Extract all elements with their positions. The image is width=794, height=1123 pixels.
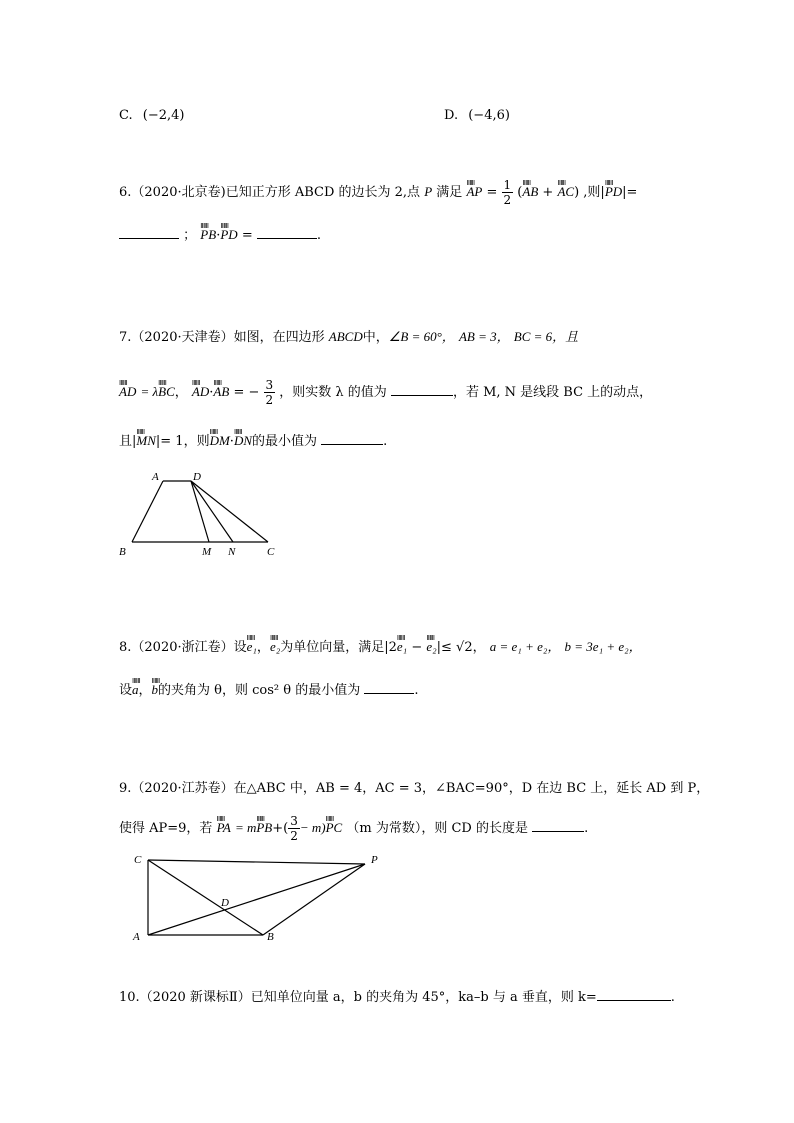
q10-line <box>119 988 675 1008</box>
q9-segment-cb <box>148 860 263 935</box>
option-c-label: C. <box>119 108 133 123</box>
q7-eq-lambda: = λ <box>140 384 159 399</box>
q6-mid: 满足 <box>436 185 463 200</box>
q9-segment-ap <box>148 864 365 935</box>
q7-label-d: D <box>193 471 201 483</box>
q6-plus: + <box>542 185 554 200</box>
q6-fraction <box>502 178 514 207</box>
q6-paren-open: ( <box>517 185 523 200</box>
q9-line1: 9.（2020·江苏卷）在△ABC 中，AB = 4，AC = 3，∠BAC=90°，D 在边 BC 上，延长 AD 到 P， <box>119 781 710 796</box>
q7-label-c: C <box>267 546 275 558</box>
q9-label-b: B <box>267 931 274 943</box>
q8-minus: − <box>407 640 427 655</box>
q8-vector-a: ⅢⅢ a <box>132 680 139 700</box>
q7-prefix: 7.（2020·天津卷）如图，在四边形 <box>119 330 325 345</box>
q10-period: . <box>670 990 675 1005</box>
q9-label-a: A <box>133 931 140 943</box>
q8-vector-e1: ⅢⅢ e₁ <box>247 637 257 657</box>
q8-vector-b: ⅢⅢ b <box>152 680 159 700</box>
q8-vector-e2: ⅢⅢ e₂ <box>270 637 280 657</box>
q6-vector-ac: ⅢⅢ AC <box>557 182 574 202</box>
q8-prefix: 8.（2020·浙江卷）设 <box>119 640 247 655</box>
q7-line3 <box>119 431 387 452</box>
q9-blank <box>532 819 584 832</box>
q7-dot-2: · <box>229 434 234 449</box>
q6-vector-pd-2: ⅢⅢ PD <box>220 225 237 245</box>
q7-blank-2 <box>321 432 383 445</box>
option-d-value: (−4,6) <box>468 108 510 123</box>
q9-eq-m: = m <box>234 820 257 835</box>
q6-paren-close: ) <box>574 185 580 200</box>
q7-quad-abcd: ABCD <box>328 329 363 344</box>
q10-blank <box>597 988 671 1001</box>
q7-comma: ， <box>174 385 188 400</box>
q7-blank-1 <box>391 383 453 396</box>
q8-comma-2: ， <box>138 683 152 698</box>
q7-mid: 中， <box>362 330 389 345</box>
q7-ab-value: AB = 3， <box>458 329 510 344</box>
q9-fraction <box>288 814 300 843</box>
q7-eq-neg: = − <box>233 385 260 400</box>
q6-dot: · <box>216 228 221 243</box>
q6-vector-pd: ⅢⅢ PD <box>605 182 622 202</box>
q6-prefix: 6.（2020·北京卷)已知正方形 ABCD 的边长为 2,点 <box>119 185 421 200</box>
q6-period: . <box>316 228 321 243</box>
q6-point-p: P <box>424 184 433 199</box>
q7-bc-value: BC = 6，且 <box>513 329 579 344</box>
q7-label-a: A <box>152 471 159 483</box>
option-c <box>119 106 184 126</box>
q9-vector-pb: ⅢⅢ PB <box>256 818 272 838</box>
q6-vector-pb: ⅢⅢ PB <box>200 225 216 245</box>
q8-line2 <box>119 680 419 701</box>
option-c-value: (−2,4) <box>142 108 185 123</box>
q7-segment-dc <box>191 481 268 542</box>
q7-figure <box>118 468 283 560</box>
q6-vector-ap: ⅢⅢ AP <box>466 182 482 202</box>
q8-line2-mid: 的夹角为 θ，则 cos² θ 的最小值为 <box>158 683 361 698</box>
q6-blank-1 <box>119 226 179 239</box>
q6-blank-2 <box>257 226 317 239</box>
q8-line2-prefix: 设 <box>119 683 133 698</box>
q7-line2-mid: ，则实数 λ 的值为 <box>279 385 387 400</box>
q9-frac-num: 3 <box>290 814 298 828</box>
q7-label-n: N <box>228 546 236 558</box>
q7-vector-dn: ⅢⅢ DN <box>234 431 252 451</box>
q9-vector-pc: ⅢⅢ PC <box>326 818 343 838</box>
q9-label-d: D <box>221 897 229 909</box>
q8-mid: 为单位向量，满足|2 <box>280 640 397 655</box>
q7-label-b: B <box>119 546 126 558</box>
q7-line2 <box>119 378 652 407</box>
q7-line2-end: ，若 M, N 是线段 BC 上的动点， <box>452 385 653 400</box>
q9-vector-pa: ⅢⅢ PA <box>217 818 231 838</box>
q7-dot: · <box>209 385 214 400</box>
q6-then: ,则| <box>583 185 605 200</box>
q8-line1 <box>119 637 642 658</box>
q8-condition: |≤ √2， <box>436 640 486 655</box>
q7-line3-end: 的最小值为 <box>252 434 318 449</box>
q6-line2 <box>119 225 321 246</box>
q9-plus-open: +( <box>272 821 289 836</box>
q7-vector-bc: ⅢⅢ BC <box>158 382 175 402</box>
q9-segment-cp <box>148 860 365 864</box>
q9-label-p: P <box>371 854 378 866</box>
q9-period: . <box>584 821 589 836</box>
q9-frac-den: 2 <box>290 829 298 843</box>
q7-vector-ab: ⅢⅢ AB <box>213 382 229 402</box>
q7-segment-dm <box>191 481 209 542</box>
q6-frac-den: 2 <box>503 193 512 207</box>
q6-eq-2: = <box>241 228 253 243</box>
q8-blank <box>364 681 414 694</box>
q7-segment-dn <box>191 481 233 542</box>
q8-a-definition: a = e₁ + e₂， <box>489 639 561 654</box>
q7-period: . <box>383 434 388 449</box>
q7-segment-ab <box>132 481 163 542</box>
q9-line2 <box>119 814 588 843</box>
q8-comma: ， <box>256 640 270 655</box>
q6-frac-num: 1 <box>503 178 512 192</box>
q9-line2-prefix: 使得 AP=9，若 <box>119 821 213 836</box>
q7-vector-ad-2: ⅢⅢ AD <box>192 382 209 402</box>
q6-vector-ab: ⅢⅢ AB <box>522 182 538 202</box>
q9-segment-bp <box>263 864 365 935</box>
option-d-label: D. <box>444 108 459 123</box>
q7-frac-den: 2 <box>265 393 274 407</box>
q7-vector-mn: ⅢⅢ MN <box>136 431 156 451</box>
option-d <box>444 106 510 126</box>
q9-figure <box>130 850 386 945</box>
q9-minus-m: − m) <box>299 820 326 835</box>
q7-label-m: M <box>202 546 212 558</box>
q6-then-end: |= <box>622 185 638 200</box>
q8-period: . <box>414 683 419 698</box>
q8-b-definition: b = 3e₁ + e₂， <box>564 639 642 654</box>
q7-line1 <box>119 327 578 348</box>
q7-vector-ad: ⅢⅢ AD <box>119 382 136 402</box>
q7-frac-num: 3 <box>265 378 274 392</box>
q7-line3-prefix: 且| <box>119 434 137 449</box>
q10-text: 10.（2020 新课标Ⅱ）已知单位向量 a，b 的夹角为 45°，ka–b 与 a 垂直，则 k= <box>119 990 597 1005</box>
q6-separator: ； <box>183 228 197 243</box>
q9-line2-mid: （m 为常数），则 CD 的长度是 <box>346 821 528 836</box>
q7-fraction <box>264 378 276 407</box>
q8-vector-e1-b: ⅢⅢ e₁ <box>397 637 407 657</box>
q6-line1 <box>119 178 637 207</box>
q6-eq: = <box>486 185 498 200</box>
q7-angle-b: ∠B = 60°， <box>388 329 455 344</box>
q7-line3-mid: |= 1，则 <box>155 434 210 449</box>
q7-vector-dm: ⅢⅢ DM <box>210 431 230 451</box>
q9-label-c: C <box>134 854 142 866</box>
q8-vector-e2-b: ⅢⅢ e₂ <box>426 637 436 657</box>
